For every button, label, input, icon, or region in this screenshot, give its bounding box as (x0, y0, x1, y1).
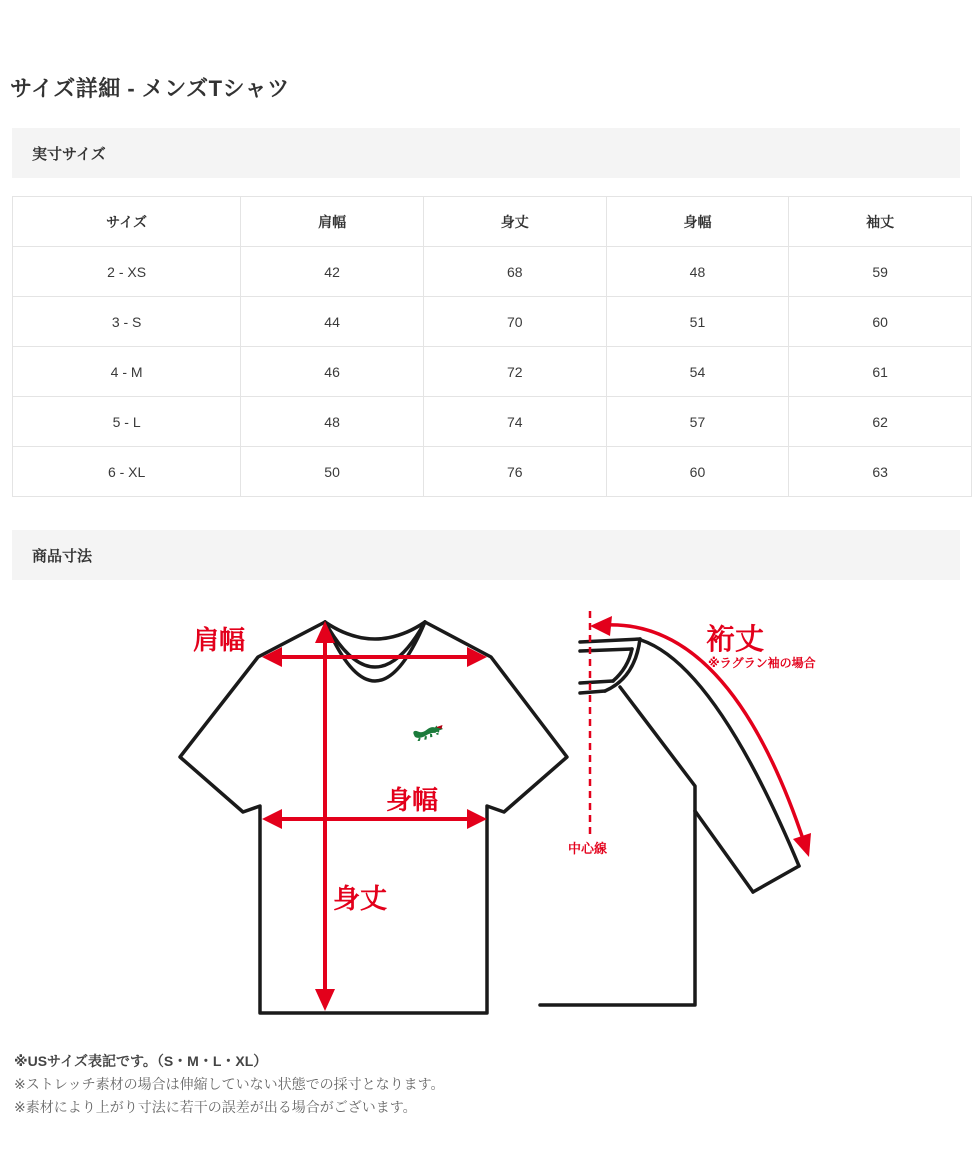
footnotes (14, 1050, 444, 1119)
collar-edge-line (580, 649, 632, 651)
table-row (13, 297, 972, 347)
value-cell: 72 (423, 347, 606, 397)
table-row (13, 397, 972, 447)
size-cell: 5 - L (13, 397, 241, 447)
size-cell: 2 - XS (13, 247, 241, 297)
value-cell: 50 (241, 447, 424, 497)
size-cell: 3 - S (13, 297, 241, 347)
tshirt-raglan-side-view (540, 611, 816, 1005)
value-cell: 54 (606, 347, 789, 397)
shoulder-width-label: 肩幅 (193, 625, 246, 655)
value-cell: 48 (606, 247, 789, 297)
table-row (13, 447, 972, 497)
raglan-sleeve-under-seam (695, 811, 753, 892)
center-line-label: 中心線 (568, 841, 608, 856)
value-cell: 60 (789, 297, 972, 347)
page-title: サイズ詳細 - メンズTシャツ (10, 76, 290, 101)
value-cell: 70 (423, 297, 606, 347)
value-cell: 62 (789, 397, 972, 447)
sleeve-length-label: 裄丈 (706, 624, 765, 656)
value-cell: 76 (423, 447, 606, 497)
table-row (13, 347, 972, 397)
measurement-diagram (0, 595, 980, 1050)
value-cell: 74 (423, 397, 606, 447)
value-cell: 59 (789, 247, 972, 297)
value-cell: 42 (241, 247, 424, 297)
collar-band-arc (605, 639, 640, 691)
value-cell: 44 (241, 297, 424, 347)
column-header-size: サイズ (13, 197, 241, 247)
side-body-outline (540, 687, 695, 1005)
sleeve-cuff-edge (753, 866, 799, 892)
column-header-body-length: 身丈 (423, 197, 606, 247)
value-cell: 60 (606, 447, 789, 497)
crocodile-logo-icon (413, 725, 443, 741)
section-header-label: 実寸サイズ (32, 145, 106, 163)
body-length-label: 身丈 (333, 884, 387, 914)
collar-band-arc (613, 649, 632, 681)
footnote-stretch: ※ストレッチ素材の場合は伸縮していない状態での採寸となります。 (14, 1076, 445, 1092)
value-cell: 61 (789, 347, 972, 397)
section-header-label: 商品寸法 (32, 547, 93, 565)
body-width-label: 身幅 (386, 785, 439, 815)
column-header-shoulder-width: 肩幅 (241, 197, 424, 247)
value-cell: 48 (241, 397, 424, 447)
collar-edge-line (580, 681, 613, 683)
table-header-row (13, 197, 972, 247)
collar-edge-line (580, 691, 605, 693)
raglan-sleeve-top-seam (641, 640, 799, 866)
section-header-actual-size (12, 128, 960, 178)
size-cell: 4 - M (13, 347, 241, 397)
sleeve-length-note: ※ラグラン袖の場合 (708, 656, 816, 670)
body-length-arrow (315, 621, 335, 1011)
value-cell: 51 (606, 297, 789, 347)
footnote-tolerance: ※素材により上がり寸法に若干の誤差が出る場合がございます。 (14, 1099, 417, 1115)
value-cell: 46 (241, 347, 424, 397)
size-table (12, 196, 972, 497)
column-header-body-width: 身幅 (606, 197, 789, 247)
collar-back-arc (325, 622, 425, 639)
table-row (13, 247, 972, 297)
value-cell: 57 (606, 397, 789, 447)
value-cell: 63 (789, 447, 972, 497)
section-header-product-dimensions (12, 530, 960, 580)
column-header-sleeve-length: 袖丈 (789, 197, 972, 247)
size-cell: 6 - XL (13, 447, 241, 497)
size-table-container (12, 196, 972, 497)
body-width-arrow (262, 809, 487, 829)
tshirt-front-view (180, 621, 567, 1013)
shoulder-width-arrow (262, 647, 487, 667)
footnote-us-size: ※USサイズ表記です。（S・M・L・XL） (14, 1053, 268, 1069)
value-cell: 68 (423, 247, 606, 297)
